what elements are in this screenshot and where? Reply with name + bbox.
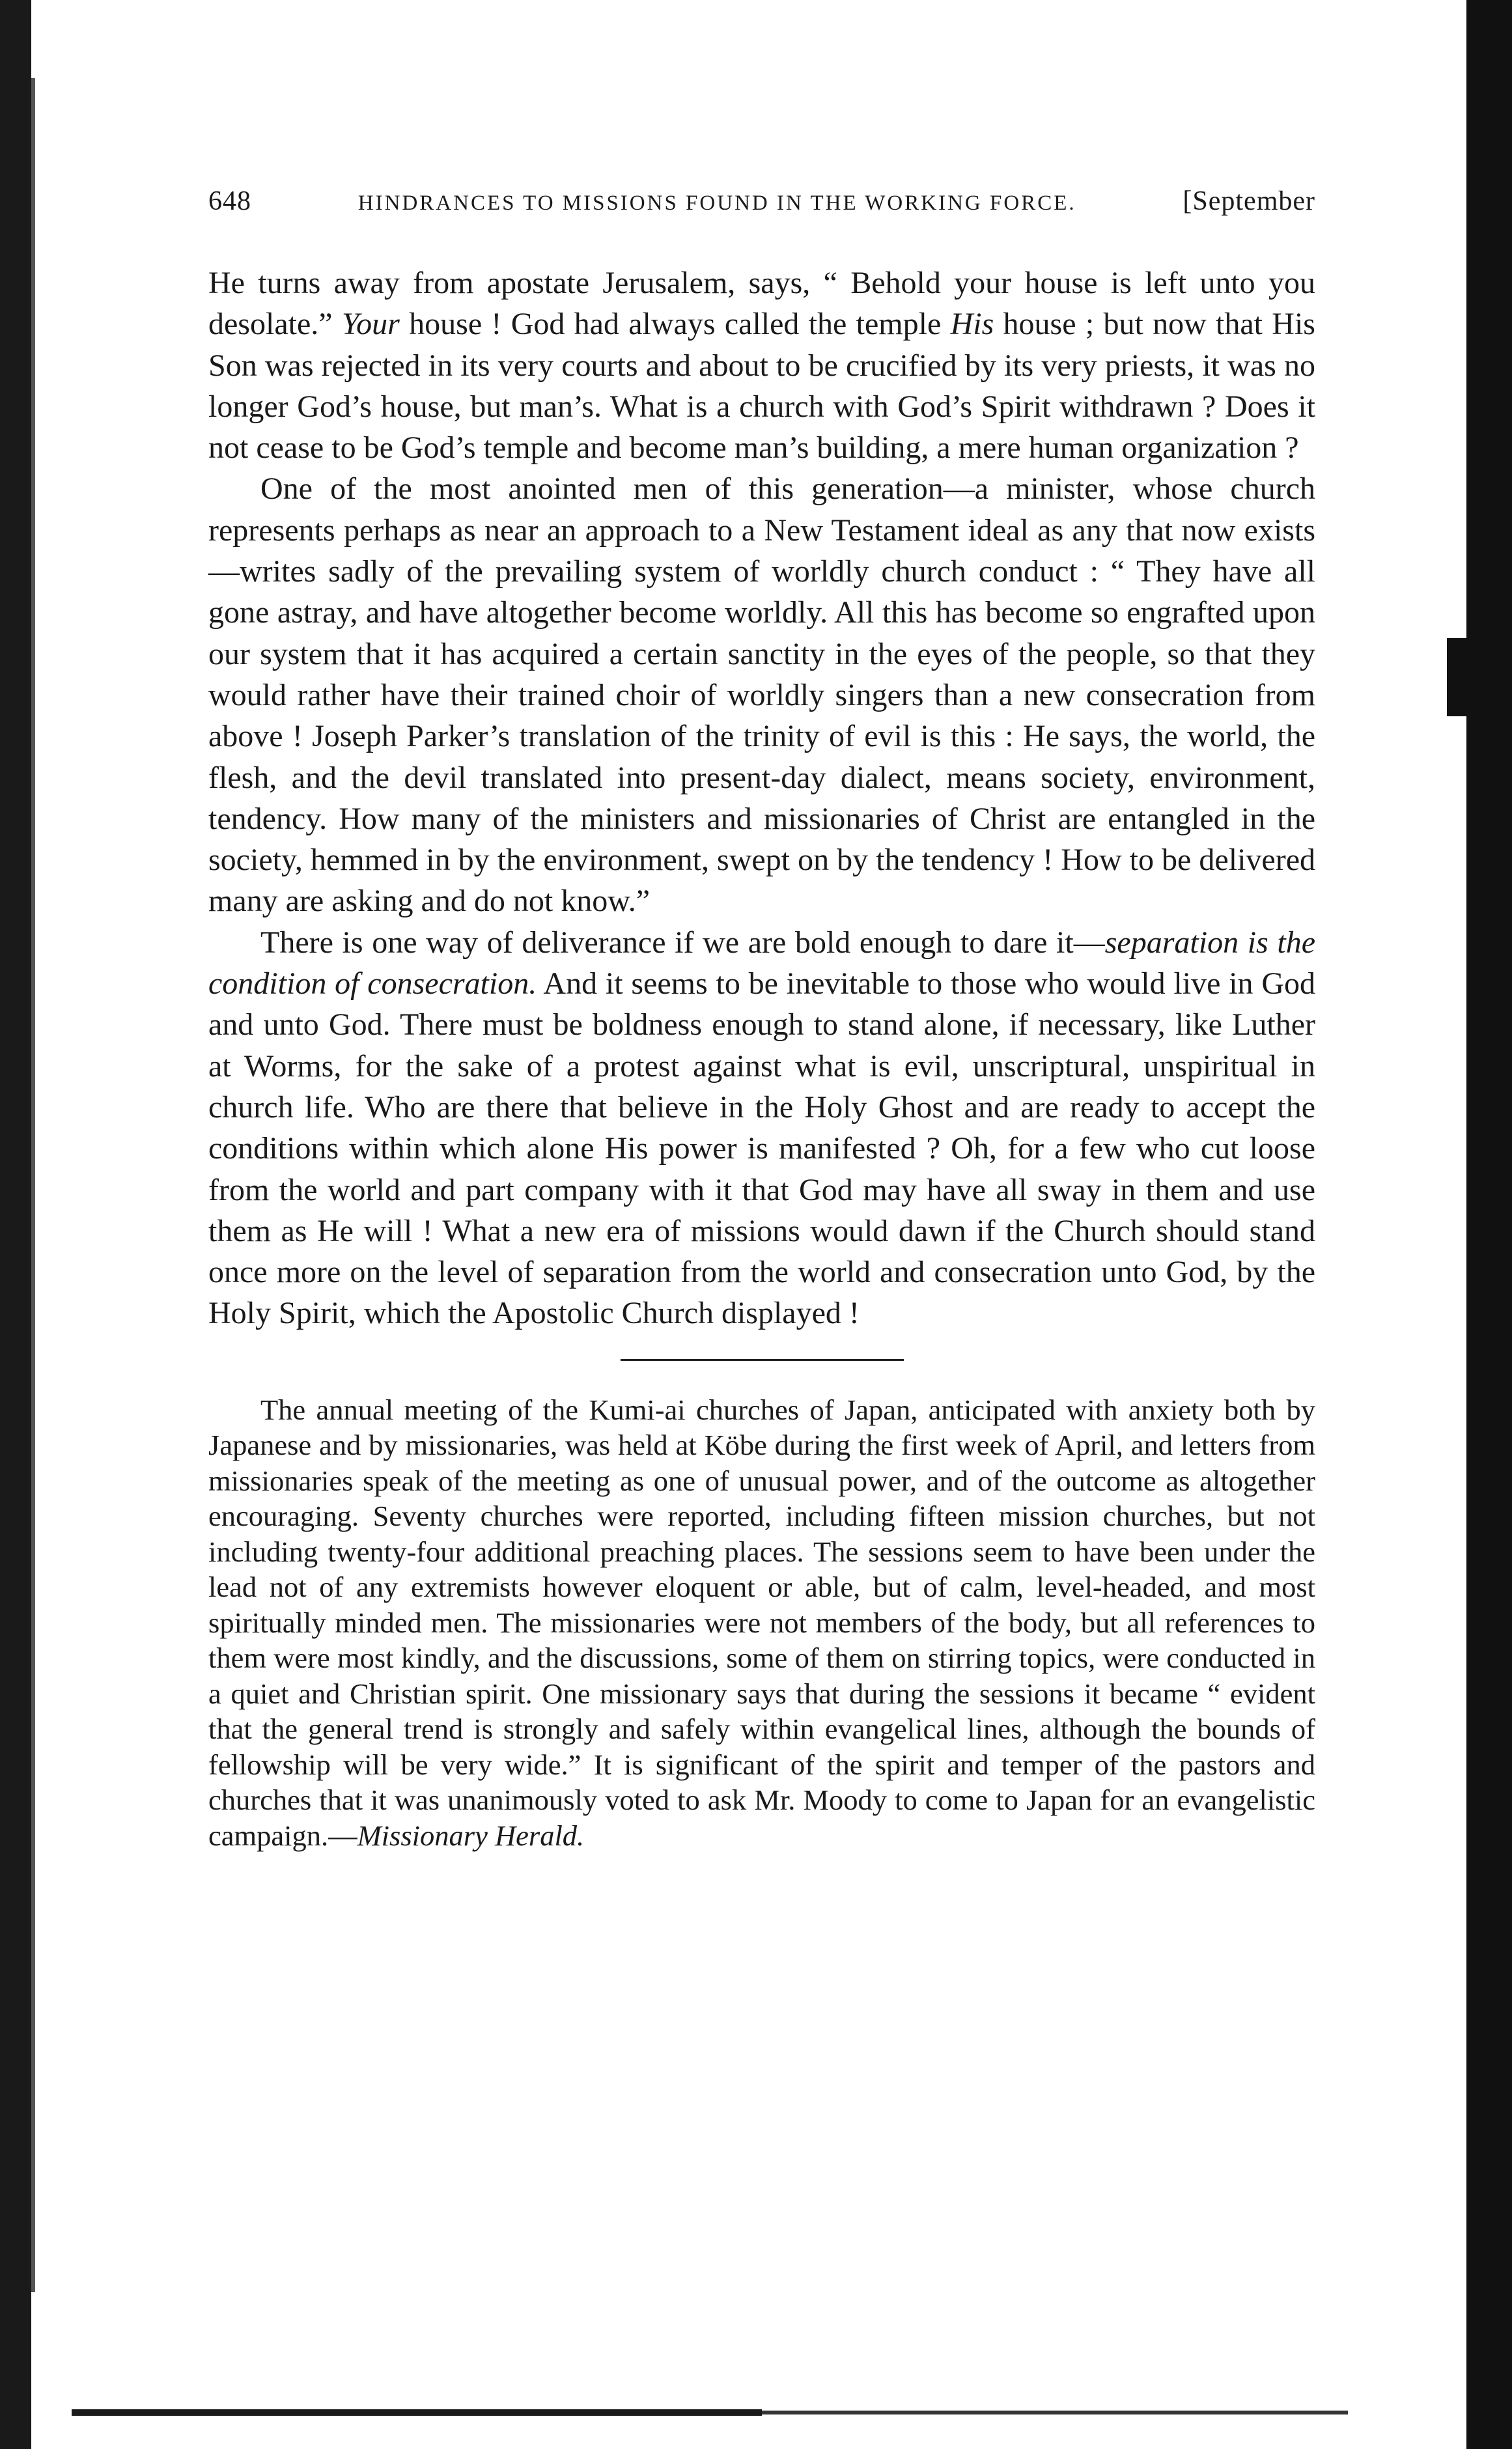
news-source: Missionary Herald. [357,1819,585,1852]
scan-edge-left [0,0,31,2449]
section-divider [621,1359,904,1361]
running-title: HINDRANCES TO MISSIONS FOUND IN THE WORKING FORCE. [357,191,1076,215]
running-head [208,186,1315,217]
paragraph-2: One of the most anointed men of this generation—a minister, whose church represents perhaps as near an approach to a New Testament ideal as any that now exists—writes sadly of the prevailing system of worldly church conduct : “ They have all gone astray, and have altogether become worldly. All this has become so engrafted upon our system that it has acquired a certain sanctity in the eyes of the people, so that they would rather have their trained choir of worldly singers than a new consecration from above ! Joseph Parker’s translation of the trinity of evil is this : He says, the world, the flesh, and the devil translated into present-day dialect, means society, environment, tendency. How many of the ministers and missionaries of Christ are entangled in the society, hemmed in by the environment, swept on by the tendency ! How to be delivered many are asking and do not know.” [208,471,1315,919]
news-paragraph: The annual meeting of the Kumi-ai churches of Japan, anticipated with anxiety both by Japanese and by missionaries, was held at Köbe during the first week of April, and letters from missionaries speak of the meeting as one of unusual power, and of the outcome as altogether encouraging. Seventy churches were reported, including fifteen mission churches, but not including twenty-four additional preaching places. The sessions seem to have been under the lead not of any extremists however eloquent or able, but of calm, level-headed, and most spiritually minded men. The missionaries were not members of the body, but all references to them were most kindly, and the discussions, some of them on stirring topics, were conducted in a quiet and Christian spirit. One missionary says that during the sessions it became “ evident that the general trend is strongly and safely within evangelical lines, although the bounds of fellowship will be very wide.” It is significant of the spirit and temper of the pastors and churches that it was unanimously voted to ask Mr. Moody to come to Japan for an evangelistic campaign.—Missionary Herald. [208,1393,1315,1852]
scan-edge-left-shadow [31,78,35,2292]
running-month: [September [1183,186,1315,216]
page-content [208,186,1315,1853]
article-body [208,262,1315,1334]
scan-edge-bottom-tail [762,2411,1348,2414]
scan-edge-bottom [72,2409,762,2416]
emphasis-your: Your [341,307,400,342]
scan-edge-right [1466,0,1512,2449]
news-item [208,1392,1315,1854]
paragraph-1: He turns away from apostate Jerusalem, says, “ Behold your house is left unto you desolate.” Your house ! God had always called the temple His house ; but now that His Son was rejected in its very courts and about to be crucified by its very priests, it was no longer God’s house, but man’s. What is a church with God’s Spirit withdrawn ? Does it not cease to be God’s temple and become man’s building, a mere human organization ? [208,266,1315,466]
emphasis-separation: separation is the condition of consecration. [208,925,1315,1001]
paragraph-3: There is one way of deliverance if we are bold enough to dare it—separation is the condition of consecration. And it seems to be inevitable to those who would live in God and unto God. There must be boldness enough to stand alone, if necessary, like Luther at Worms, for the sake of a protest against what is evil, unscriptural, unspiritual in church life. Who are there that believe in the Holy Ghost and are ready to accept the conditions within which alone His power is manifested ? Oh, for a few who cut loose from the world and part company with it that God may have all sway in them and use them as He will ! What a new era of missions would dawn if the Church should stand once more on the level of separation from the world and consecration unto God, by the Holy Spirit, which the Apostolic Church displayed ! [208,925,1316,1331]
page-number: 648 [208,186,251,216]
emphasis-his: His [950,307,994,342]
scan-edge-right-notch [1447,638,1466,716]
